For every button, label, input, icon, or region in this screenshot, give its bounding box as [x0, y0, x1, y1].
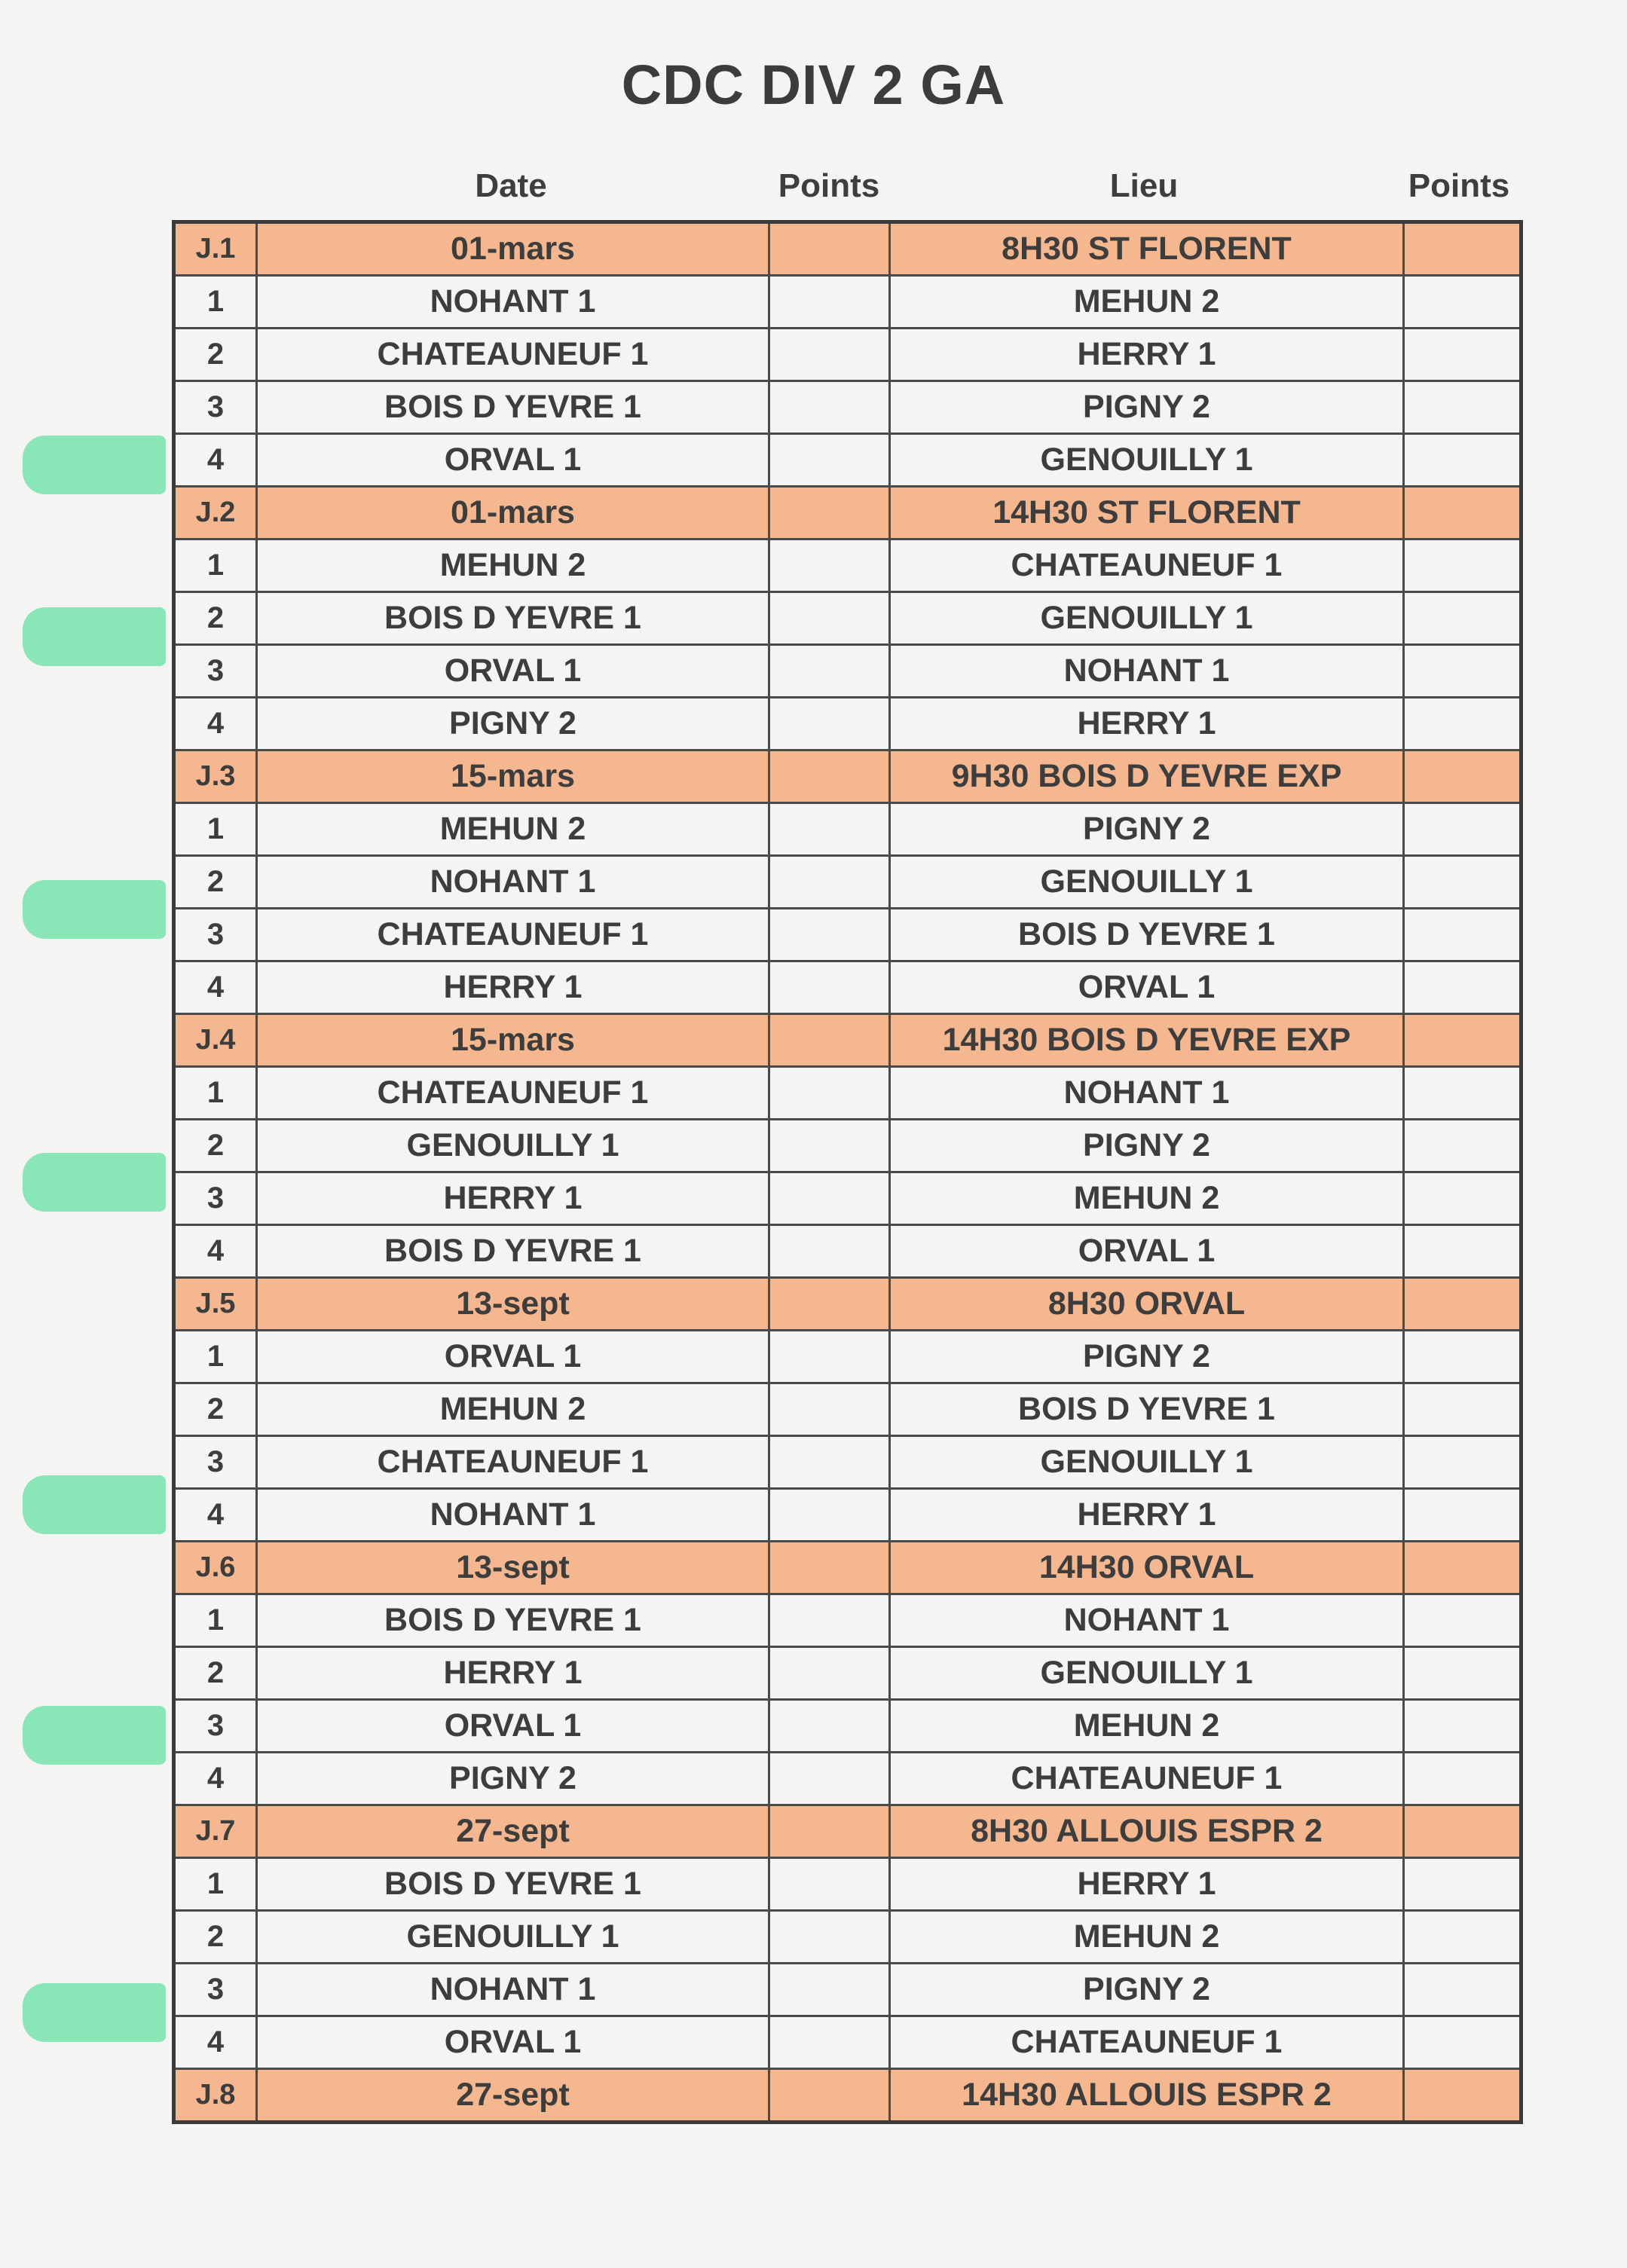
match-row [174, 856, 1521, 909]
points-cell [769, 1383, 890, 1436]
match-row [174, 1858, 1521, 1911]
match-row [174, 1753, 1521, 1805]
home-team: MEHUN 2 [257, 803, 769, 856]
match-number: 2 [174, 856, 257, 909]
home-team: ORVAL 1 [257, 1331, 769, 1383]
points-cell [1404, 1331, 1521, 1383]
points-cell [1404, 276, 1521, 329]
match-number: 2 [174, 1120, 257, 1172]
home-team: CHATEAUNEUF 1 [257, 329, 769, 381]
match-number: 3 [174, 1964, 257, 2016]
round-date: 27-sept [257, 1805, 769, 1858]
round-location: 14H30 ORVAL [890, 1542, 1404, 1594]
points-cell [769, 2069, 890, 2123]
round-label: J.5 [174, 1278, 257, 1331]
match-number: 1 [174, 1067, 257, 1120]
match-row [174, 961, 1521, 1014]
away-team: HERRY 1 [890, 698, 1404, 750]
points-cell [1404, 1067, 1521, 1120]
home-team: MEHUN 2 [257, 539, 769, 592]
match-number: 4 [174, 1753, 257, 1805]
home-team: NOHANT 1 [257, 276, 769, 329]
points-cell [769, 645, 890, 698]
home-team: NOHANT 1 [257, 1964, 769, 2016]
points-cell [769, 539, 890, 592]
points-cell [1404, 645, 1521, 698]
round-date: 01-mars [257, 222, 769, 276]
points-cell [769, 856, 890, 909]
header-date: Date [475, 167, 547, 204]
home-team: ORVAL 1 [257, 2016, 769, 2069]
highlighter-mark [23, 1706, 166, 1765]
highlighter-mark [23, 1475, 166, 1534]
away-team: GENOUILLY 1 [890, 592, 1404, 645]
header-lieu: Lieu [1109, 167, 1179, 204]
away-team: NOHANT 1 [890, 1067, 1404, 1120]
round-row [174, 1278, 1521, 1331]
points-cell [769, 1964, 890, 2016]
round-location: 14H30 ST FLORENT [890, 487, 1404, 539]
match-number: 3 [174, 1172, 257, 1225]
points-cell [769, 1436, 890, 1489]
match-row [174, 1594, 1521, 1647]
away-team: HERRY 1 [890, 1489, 1404, 1542]
home-team: NOHANT 1 [257, 1489, 769, 1542]
points-cell [1404, 1120, 1521, 1172]
match-number: 3 [174, 1436, 257, 1489]
round-label: J.3 [174, 750, 257, 803]
home-team: BOIS D YEVRE 1 [257, 1594, 769, 1647]
points-cell [769, 750, 890, 803]
match-row [174, 1225, 1521, 1278]
page-title: CDC DIV 2 GA [621, 53, 1006, 116]
match-number: 1 [174, 539, 257, 592]
match-row [174, 645, 1521, 698]
round-row [174, 2069, 1521, 2123]
points-cell [1404, 381, 1521, 434]
away-team: GENOUILLY 1 [890, 1647, 1404, 1700]
round-row [174, 222, 1521, 276]
points-cell [1404, 1594, 1521, 1647]
round-date: 15-mars [257, 1014, 769, 1067]
round-label: J.1 [174, 222, 257, 276]
points-cell [1404, 222, 1521, 276]
points-cell [769, 487, 890, 539]
away-team: NOHANT 1 [890, 645, 1404, 698]
points-cell [769, 909, 890, 961]
home-team: BOIS D YEVRE 1 [257, 1858, 769, 1911]
away-team: GENOUILLY 1 [890, 434, 1404, 487]
away-team: NOHANT 1 [890, 1594, 1404, 1647]
match-number: 2 [174, 592, 257, 645]
points-cell [1404, 698, 1521, 750]
match-number: 1 [174, 803, 257, 856]
away-team: MEHUN 2 [890, 276, 1404, 329]
schedule-table [172, 220, 1523, 2124]
round-label: J.8 [174, 2069, 257, 2123]
home-team: PIGNY 2 [257, 698, 769, 750]
round-label: J.4 [174, 1014, 257, 1067]
away-team: PIGNY 2 [890, 1331, 1404, 1383]
points-cell [769, 1120, 890, 1172]
points-cell [769, 803, 890, 856]
away-team: PIGNY 2 [890, 381, 1404, 434]
away-team: CHATEAUNEUF 1 [890, 2016, 1404, 2069]
home-team: PIGNY 2 [257, 1753, 769, 1805]
points-cell [769, 1489, 890, 1542]
home-team: GENOUILLY 1 [257, 1120, 769, 1172]
points-cell [1404, 539, 1521, 592]
match-number: 1 [174, 276, 257, 329]
home-team: NOHANT 1 [257, 856, 769, 909]
away-team: GENOUILLY 1 [890, 856, 1404, 909]
round-location: 8H30 ORVAL [890, 1278, 1404, 1331]
home-team: CHATEAUNEUF 1 [257, 1436, 769, 1489]
points-cell [769, 1014, 890, 1067]
points-cell [1404, 961, 1521, 1014]
match-row [174, 381, 1521, 434]
home-team: ORVAL 1 [257, 434, 769, 487]
match-number: 1 [174, 1331, 257, 1383]
points-cell [1404, 1542, 1521, 1594]
points-cell [769, 1805, 890, 1858]
away-team: MEHUN 2 [890, 1172, 1404, 1225]
round-label: J.2 [174, 487, 257, 539]
points-cell [1404, 592, 1521, 645]
points-cell [1404, 1172, 1521, 1225]
points-cell [1404, 909, 1521, 961]
points-cell [769, 1225, 890, 1278]
points-cell [769, 276, 890, 329]
round-row [174, 750, 1521, 803]
points-cell [1404, 487, 1521, 539]
points-cell [769, 1542, 890, 1594]
points-cell [1404, 1911, 1521, 1964]
home-team: ORVAL 1 [257, 645, 769, 698]
home-team: HERRY 1 [257, 1647, 769, 1700]
points-cell [769, 1753, 890, 1805]
highlighter-mark [23, 436, 166, 494]
match-row [174, 539, 1521, 592]
match-row [174, 1700, 1521, 1753]
match-row [174, 2016, 1521, 2069]
match-row [174, 1647, 1521, 1700]
match-number: 4 [174, 698, 257, 750]
away-team: CHATEAUNEUF 1 [890, 539, 1404, 592]
away-team: HERRY 1 [890, 1858, 1404, 1911]
match-number: 3 [174, 909, 257, 961]
points-cell [769, 698, 890, 750]
points-cell [769, 381, 890, 434]
points-cell [769, 1594, 890, 1647]
points-cell [1404, 1278, 1521, 1331]
round-row [174, 1542, 1521, 1594]
away-team: MEHUN 2 [890, 1911, 1404, 1964]
round-location: 8H30 ST FLORENT [890, 222, 1404, 276]
home-team: BOIS D YEVRE 1 [257, 1225, 769, 1278]
match-row [174, 592, 1521, 645]
away-team: PIGNY 2 [890, 1120, 1404, 1172]
round-date: 13-sept [257, 1542, 769, 1594]
points-cell [1404, 2016, 1521, 2069]
highlighter-mark [23, 1983, 166, 2042]
match-number: 2 [174, 329, 257, 381]
points-cell [1404, 856, 1521, 909]
match-row [174, 1331, 1521, 1383]
points-cell [1404, 1700, 1521, 1753]
away-team: PIGNY 2 [890, 803, 1404, 856]
points-cell [769, 222, 890, 276]
round-row [174, 1014, 1521, 1067]
points-cell [1404, 1964, 1521, 2016]
match-row [174, 329, 1521, 381]
points-cell [769, 1172, 890, 1225]
points-cell [769, 329, 890, 381]
round-location: 14H30 BOIS D YEVRE EXP [890, 1014, 1404, 1067]
header-points-right: Points [1408, 167, 1510, 204]
round-date: 01-mars [257, 487, 769, 539]
points-cell [769, 961, 890, 1014]
match-row [174, 276, 1521, 329]
highlighter-mark [23, 607, 166, 666]
match-number: 4 [174, 2016, 257, 2069]
match-number: 2 [174, 1383, 257, 1436]
round-location: 9H30 BOIS D YEVRE EXP [890, 750, 1404, 803]
match-row [174, 1067, 1521, 1120]
points-cell [769, 1067, 890, 1120]
away-team: ORVAL 1 [890, 1225, 1404, 1278]
home-team: HERRY 1 [257, 961, 769, 1014]
points-cell [769, 1647, 890, 1700]
points-cell [1404, 1753, 1521, 1805]
away-team: PIGNY 2 [890, 1964, 1404, 2016]
home-team: BOIS D YEVRE 1 [257, 381, 769, 434]
home-team: GENOUILLY 1 [257, 1911, 769, 1964]
match-row [174, 434, 1521, 487]
away-team: HERRY 1 [890, 329, 1404, 381]
points-cell [1404, 2069, 1521, 2123]
match-number: 4 [174, 1489, 257, 1542]
points-cell [1404, 1014, 1521, 1067]
points-cell [769, 592, 890, 645]
points-cell [769, 434, 890, 487]
points-cell [1404, 803, 1521, 856]
match-number: 2 [174, 1647, 257, 1700]
round-label: J.7 [174, 1805, 257, 1858]
points-cell [769, 1278, 890, 1331]
match-number: 4 [174, 1225, 257, 1278]
home-team: HERRY 1 [257, 1172, 769, 1225]
match-number: 4 [174, 961, 257, 1014]
home-team: ORVAL 1 [257, 1700, 769, 1753]
match-row [174, 1383, 1521, 1436]
match-number: 1 [174, 1594, 257, 1647]
match-row [174, 1172, 1521, 1225]
round-date: 15-mars [257, 750, 769, 803]
match-row [174, 698, 1521, 750]
highlighter-mark [23, 1153, 166, 1212]
match-number: 3 [174, 1700, 257, 1753]
points-cell [769, 2016, 890, 2069]
away-team: CHATEAUNEUF 1 [890, 1753, 1404, 1805]
home-team: BOIS D YEVRE 1 [257, 592, 769, 645]
home-team: CHATEAUNEUF 1 [257, 909, 769, 961]
match-number: 2 [174, 1911, 257, 1964]
match-row [174, 1489, 1521, 1542]
points-cell [769, 1911, 890, 1964]
round-date: 13-sept [257, 1278, 769, 1331]
points-cell [1404, 434, 1521, 487]
away-team: BOIS D YEVRE 1 [890, 909, 1404, 961]
points-cell [769, 1858, 890, 1911]
points-cell [1404, 750, 1521, 803]
round-row [174, 1805, 1521, 1858]
points-cell [1404, 1436, 1521, 1489]
round-location: 14H30 ALLOUIS ESPR 2 [890, 2069, 1404, 2123]
highlighter-mark [23, 880, 166, 939]
match-number: 1 [174, 1858, 257, 1911]
header-points-left: Points [778, 167, 880, 204]
home-team: CHATEAUNEUF 1 [257, 1067, 769, 1120]
points-cell [1404, 1858, 1521, 1911]
round-label: J.6 [174, 1542, 257, 1594]
points-cell [1404, 1489, 1521, 1542]
home-team: MEHUN 2 [257, 1383, 769, 1436]
away-team: BOIS D YEVRE 1 [890, 1383, 1404, 1436]
away-team: ORVAL 1 [890, 961, 1404, 1014]
round-location: 8H30 ALLOUIS ESPR 2 [890, 1805, 1404, 1858]
match-row [174, 1436, 1521, 1489]
match-number: 4 [174, 434, 257, 487]
away-team: GENOUILLY 1 [890, 1436, 1404, 1489]
points-cell [769, 1700, 890, 1753]
points-cell [1404, 329, 1521, 381]
round-date: 27-sept [257, 2069, 769, 2123]
match-row [174, 1120, 1521, 1172]
round-row [174, 487, 1521, 539]
match-row [174, 1911, 1521, 1964]
points-cell [1404, 1383, 1521, 1436]
points-cell [1404, 1805, 1521, 1858]
match-number: 3 [174, 645, 257, 698]
points-cell [1404, 1647, 1521, 1700]
match-row [174, 1964, 1521, 2016]
away-team: MEHUN 2 [890, 1700, 1404, 1753]
points-cell [1404, 1225, 1521, 1278]
match-row [174, 909, 1521, 961]
points-cell [769, 1331, 890, 1383]
match-number: 3 [174, 381, 257, 434]
match-row [174, 803, 1521, 856]
